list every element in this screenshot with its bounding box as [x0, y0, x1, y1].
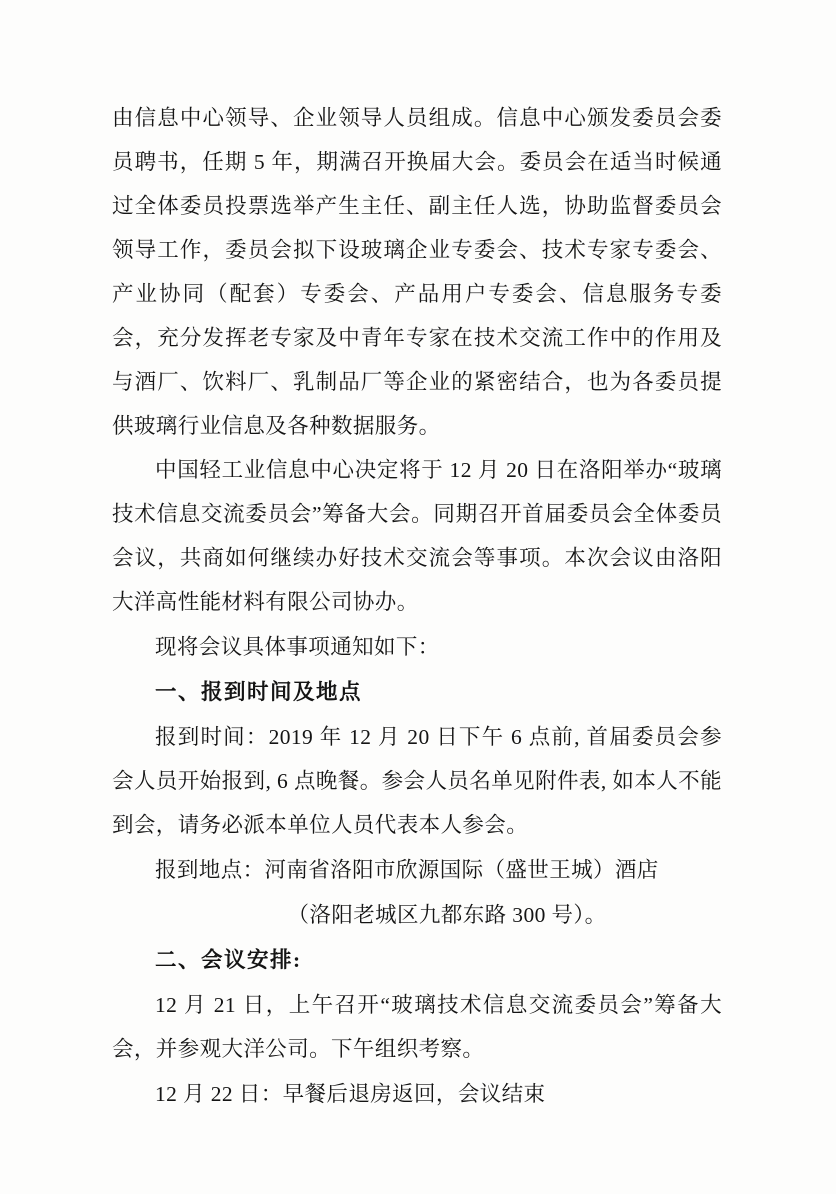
paragraph-registration-time: 报到时间：2019 年 12 月 20 日下午 6 点前, 首届委员会参会人员开始报到, 6 点晚餐。参会人员名单见附件表, 如本人不能到会，请务必派本单位人员代表本人参会。: [112, 725, 722, 837]
paragraph-schedule-day-one: 12 月 21 日，上午召开“玻璃技术信息交流委员会”筹备大会，并参观大洋公司。下午组织考察。: [112, 993, 722, 1061]
paragraph-notice-intro: 现将会议具体事项通知如下：: [155, 635, 440, 659]
heading-meeting-schedule: 二、会议安排:: [155, 948, 302, 972]
paragraph-meeting-announcement: 中国轻工业信息中心决定将于 12 月 20 日在洛阳举办“玻璃技术信息交流委员会”筹备大会。同期召开首届委员会全体委员会议，共商如何继续办好技术交流会等事项。本次会议由洛阳大洋高性能材料有限公司协办。: [112, 458, 722, 614]
paragraph-committee-composition: 由信息中心领导、企业领导人员组成。信息中心颁发委员会委员聘书，任期 5 年，期满召开换届大会。委员会在适当时候通过全体委员投票选举产生主任、副主任人选，协助监督委员会领导工作，委员会拟下设玻璃企业专委会、技术专家专委会、产业协同（配套）专委会、产品用户专委会、信息服务专委会，充分发挥老专家及中青年专家在技术交流工作中的作用及与酒厂、饮料厂、乳制品厂等企业的紧密结合，也为各委员提供玻璃行业信息及各种数据服务。: [112, 106, 722, 438]
document-body: [112, 96, 722, 1117]
heading-registration-time-place: 一、报到时间及地点: [155, 680, 363, 704]
paragraph-schedule-day-two: 12 月 22 日：早餐后退房返回，会议结束: [155, 1082, 546, 1106]
paragraph-registration-place: 报到地点：河南省洛阳市欣源国际（盛世王城）酒店: [155, 858, 659, 882]
paragraph-registration-address: （洛阳老城区九都东路 300 号）。: [287, 903, 607, 927]
